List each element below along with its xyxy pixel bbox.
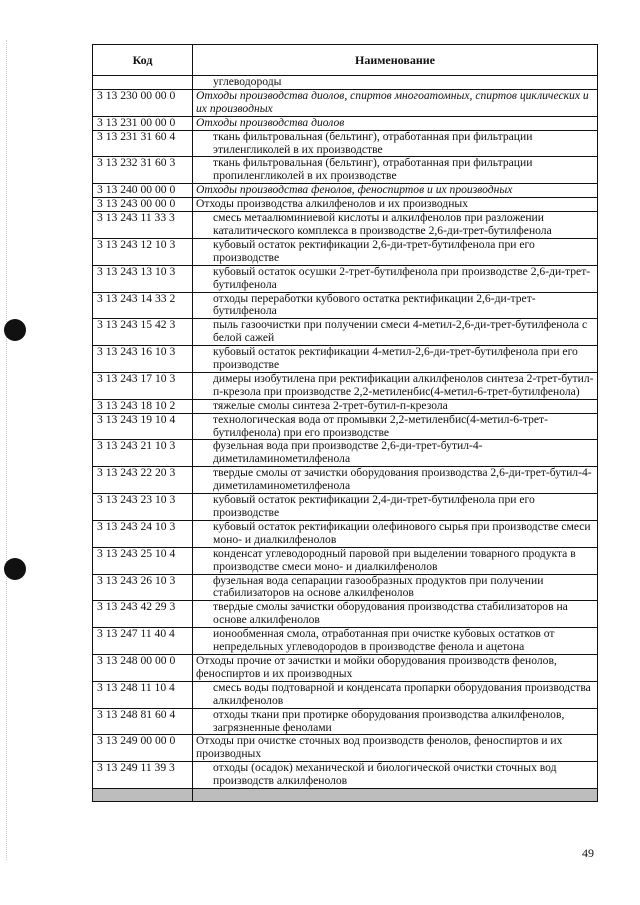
punch-hole — [4, 319, 26, 341]
table-row — [93, 413, 598, 440]
waste-name-cell: Отходы производства диолов — [193, 116, 598, 130]
waste-name-cell: кубовый остаток осушки 2-трет-бутилфенола при производстве 2,6-ди-трет-бутилфенола — [193, 265, 598, 292]
table-row — [93, 399, 598, 413]
table-header-row — [93, 45, 598, 76]
waste-code-cell: 3 13 230 00 00 0 — [93, 89, 193, 116]
table-row — [93, 265, 598, 292]
code-column-header: Код — [93, 45, 193, 76]
table-body — [93, 76, 598, 802]
table-row — [93, 628, 598, 655]
table-row — [93, 89, 598, 116]
waste-classifier-table — [92, 44, 598, 802]
waste-code-cell: 3 13 243 21 10 3 — [93, 440, 193, 467]
waste-code-cell: 3 13 240 00 00 0 — [93, 184, 193, 198]
waste-code-cell: 3 13 243 19 10 4 — [93, 413, 193, 440]
name-column-header: Наименование — [193, 45, 598, 76]
waste-code-cell: 3 13 243 12 10 3 — [93, 238, 193, 265]
waste-code-cell: 3 13 231 31 60 4 — [93, 130, 193, 157]
waste-name-cell: кубовый остаток ректификации 4-метил-2,6-ди-трет-бутилфенола при его производстве — [193, 346, 598, 373]
waste-name-cell: отходы ткани при протирке оборудования производства алкилфенолов, загрязненные фенолами — [193, 708, 598, 735]
waste-code-cell: 3 13 247 11 40 4 — [93, 628, 193, 655]
table-row — [93, 319, 598, 346]
table-row — [93, 346, 598, 373]
waste-code-cell: 3 13 248 00 00 0 — [93, 654, 193, 681]
waste-code-cell: 3 13 243 22 20 3 — [93, 467, 193, 494]
table-row — [93, 76, 598, 90]
waste-code-cell: 3 13 243 17 10 3 — [93, 372, 193, 399]
table-row — [93, 212, 598, 239]
waste-name-cell: углеводороды — [193, 76, 598, 90]
waste-code-cell: 3 13 243 13 10 3 — [93, 265, 193, 292]
waste-code-cell: 3 13 243 23 10 3 — [93, 494, 193, 521]
waste-name-cell: димеры изобутилена при ректификации алкилфенолов синтеза 2-трет-бутил-п-крезола при производстве 2,2-метиленбис(4-метил-6-трет-бутилфенола) — [193, 372, 598, 399]
table-row — [93, 440, 598, 467]
waste-code-cell: 3 13 248 11 10 4 — [93, 681, 193, 708]
table-row — [93, 520, 598, 547]
waste-name-cell: отходы (осадок) механической и биологической очистки сточных вод производств алкилфенолов — [193, 762, 598, 789]
table-row — [93, 708, 598, 735]
table-row — [93, 184, 598, 198]
table-row — [93, 735, 598, 762]
waste-name-cell: ткань фильтровальная (бельтинг), отработанная при фильтрации пропиленгликолей в их производстве — [193, 157, 598, 184]
waste-code-cell — [93, 76, 193, 90]
waste-code-cell: 3 13 243 42 29 3 — [93, 601, 193, 628]
waste-name-cell: кубовый остаток ректификации 2,4-ди-трет-бутилфенола при его производстве — [193, 494, 598, 521]
waste-code-cell: 3 13 243 18 10 2 — [93, 399, 193, 413]
waste-name-cell: технологическая вода от промывки 2,2-метиленбис(4-метил-6-трет-бутилфенола) при его производстве — [193, 413, 598, 440]
table-row — [93, 574, 598, 601]
table-row — [93, 547, 598, 574]
table-row — [93, 601, 598, 628]
shaded-continuation-row — [93, 789, 598, 802]
table-row — [93, 494, 598, 521]
waste-code-cell: 3 13 243 24 10 3 — [93, 520, 193, 547]
waste-code-cell: 3 13 248 81 60 4 — [93, 708, 193, 735]
waste-name-cell: Отходы прочие от зачистки и мойки оборудования производств фенолов, феноспиртов и их производных — [193, 654, 598, 681]
waste-code-cell: 3 13 243 00 00 0 — [93, 198, 193, 212]
waste-code-cell: 3 13 243 11 33 3 — [93, 212, 193, 239]
waste-code-cell: 3 13 249 11 39 3 — [93, 762, 193, 789]
waste-name-cell: ткань фильтровальная (бельтинг), отработанная при фильтрации этиленгликолей в их производстве — [193, 130, 598, 157]
table-row — [93, 238, 598, 265]
punch-hole — [4, 558, 26, 580]
waste-code-cell: 3 13 243 26 10 3 — [93, 574, 193, 601]
waste-code-cell: 3 13 249 00 00 0 — [93, 735, 193, 762]
waste-name-cell: твердые смолы от зачистки оборудования производства 2,6-ди-трет-бутил-4-диметиламинометилфенола — [193, 467, 598, 494]
shaded-cell — [193, 789, 598, 802]
table-row — [93, 130, 598, 157]
waste-code-cell: 3 13 243 15 42 3 — [93, 319, 193, 346]
table-row — [93, 198, 598, 212]
waste-name-cell: Отходы при очистке сточных вод производств фенолов, феноспиртов и их производных — [193, 735, 598, 762]
waste-name-cell: фузельная вода сепарации газообразных продуктов при получении стабилизаторов на основе алкилфенолов — [193, 574, 598, 601]
waste-name-cell: пыль газоочистки при получении смеси 4-метил-2,6-ди-трет-бутилфенола с белой сажей — [193, 319, 598, 346]
table-row — [93, 681, 598, 708]
waste-name-cell: кубовый остаток ректификации 2,6-ди-трет-бутилфенола при его производстве — [193, 238, 598, 265]
waste-code-cell: 3 13 232 31 60 3 — [93, 157, 193, 184]
waste-code-cell: 3 13 243 14 33 2 — [93, 292, 193, 319]
table-row — [93, 292, 598, 319]
table-row — [93, 116, 598, 130]
shaded-cell — [93, 789, 193, 802]
waste-name-cell: смесь воды подтоварной и конденсата пропарки оборудования производства алкилфенолов — [193, 681, 598, 708]
waste-name-cell: смесь метаалюминиевой кислоты и алкилфенолов при разложении каталитического комплекса в производстве 2,6-ди-трет-бутилфенола — [193, 212, 598, 239]
waste-name-cell: отходы переработки кубового остатка ректификации 2,6-ди-трет-бутилфенола — [193, 292, 598, 319]
waste-name-cell: ионообменная смола, отработанная при очистке кубовых остатков от непредельных углеводородов в производстве фенола и ацетона — [193, 628, 598, 655]
table-row — [93, 372, 598, 399]
waste-code-cell: 3 13 231 00 00 0 — [93, 116, 193, 130]
waste-name-cell: твердые смолы зачистки оборудования производства стабилизаторов на основе алкилфенолов — [193, 601, 598, 628]
waste-name-cell: кубовый остаток ректификации олефинового сырья при производстве смеси моно- и диалкилфенолов — [193, 520, 598, 547]
waste-name-cell: Отходы производства алкилфенолов и их производных — [193, 198, 598, 212]
page-number: 49 — [582, 846, 594, 860]
waste-name-cell: конденсат углеводородный паровой при выделении товарного продукта в производстве смеси моно- и диалкилфенолов — [193, 547, 598, 574]
page-edge-dots — [6, 40, 8, 860]
waste-name-cell: тяжелые смолы синтеза 2-трет-бутил-п-крезола — [193, 399, 598, 413]
table-row — [93, 654, 598, 681]
table-row — [93, 157, 598, 184]
table-row — [93, 762, 598, 789]
table-row — [93, 467, 598, 494]
waste-name-cell: Отходы производства диолов, спиртов многоатомных, спиртов циклических и их производных — [193, 89, 598, 116]
waste-code-cell: 3 13 243 16 10 3 — [93, 346, 193, 373]
waste-name-cell: Отходы производства фенолов, феноспиртов и их производных — [193, 184, 598, 198]
waste-code-cell: 3 13 243 25 10 4 — [93, 547, 193, 574]
waste-name-cell: фузельная вода при производстве 2,6-ди-трет-бутил-4-диметиламинометилфенола — [193, 440, 598, 467]
